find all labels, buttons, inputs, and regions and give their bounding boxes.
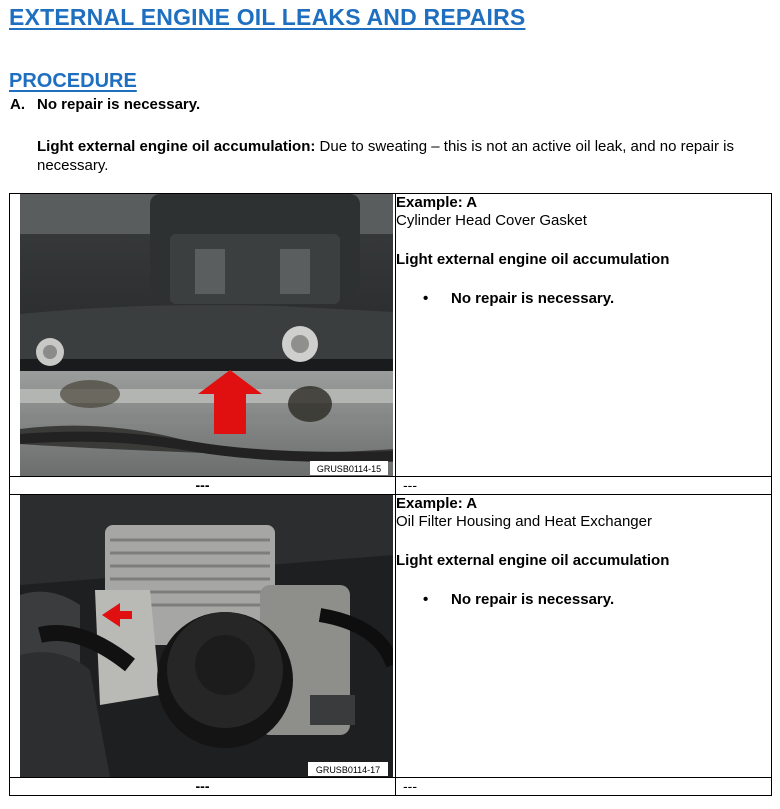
separator-row bbox=[10, 778, 772, 796]
step-a bbox=[10, 96, 200, 113]
example-part-name: Cylinder Head Cover Gasket bbox=[396, 212, 587, 229]
example-label: Example: A bbox=[396, 495, 478, 512]
engine-photo-oil-filter bbox=[20, 495, 393, 777]
separator-left: --- bbox=[10, 477, 396, 495]
bullet-dot-icon: • bbox=[423, 591, 429, 608]
step-letter: A. bbox=[10, 96, 25, 113]
separator-row bbox=[10, 477, 772, 495]
note-paragraph bbox=[37, 137, 767, 175]
example-row bbox=[10, 194, 772, 477]
example-image-cell bbox=[10, 194, 396, 477]
engine-photo-cylinder-head bbox=[20, 194, 393, 476]
example-text-cell bbox=[396, 495, 772, 778]
example-condition: Light external engine oil accumulation bbox=[396, 251, 670, 268]
example-condition: Light external engine oil accumulation bbox=[396, 552, 670, 569]
section-heading: PROCEDURE bbox=[9, 70, 137, 92]
bullet-dot-icon: • bbox=[423, 290, 429, 307]
example-text-cell bbox=[396, 194, 772, 477]
bullet-text: No repair is necessary. bbox=[451, 290, 615, 307]
bullet-text: No repair is necessary. bbox=[451, 591, 615, 608]
examples-table bbox=[9, 193, 772, 796]
step-text: No repair is necessary. bbox=[37, 96, 201, 113]
separator-right: --- bbox=[396, 778, 772, 796]
example-label: Example: A bbox=[396, 194, 478, 211]
example-part-name: Oil Filter Housing and Heat Exchanger bbox=[396, 513, 652, 530]
note-text: Due to sweating – this is not an active oil leak, and no repair is necessary. bbox=[37, 138, 734, 174]
separator-right: --- bbox=[396, 477, 772, 495]
example-bullet bbox=[423, 290, 771, 308]
example-bullet bbox=[423, 591, 771, 609]
example-image-cell bbox=[10, 495, 396, 778]
photo-caption: GRUSB0114-17 bbox=[315, 765, 381, 775]
example-row bbox=[10, 495, 772, 778]
separator-left: --- bbox=[10, 778, 396, 796]
document-title: EXTERNAL ENGINE OIL LEAKS AND REPAIRS bbox=[9, 4, 526, 30]
note-bold-lead: Light external engine oil accumulation: bbox=[37, 138, 316, 155]
photo-caption: GRUSB0114-15 bbox=[316, 464, 382, 474]
